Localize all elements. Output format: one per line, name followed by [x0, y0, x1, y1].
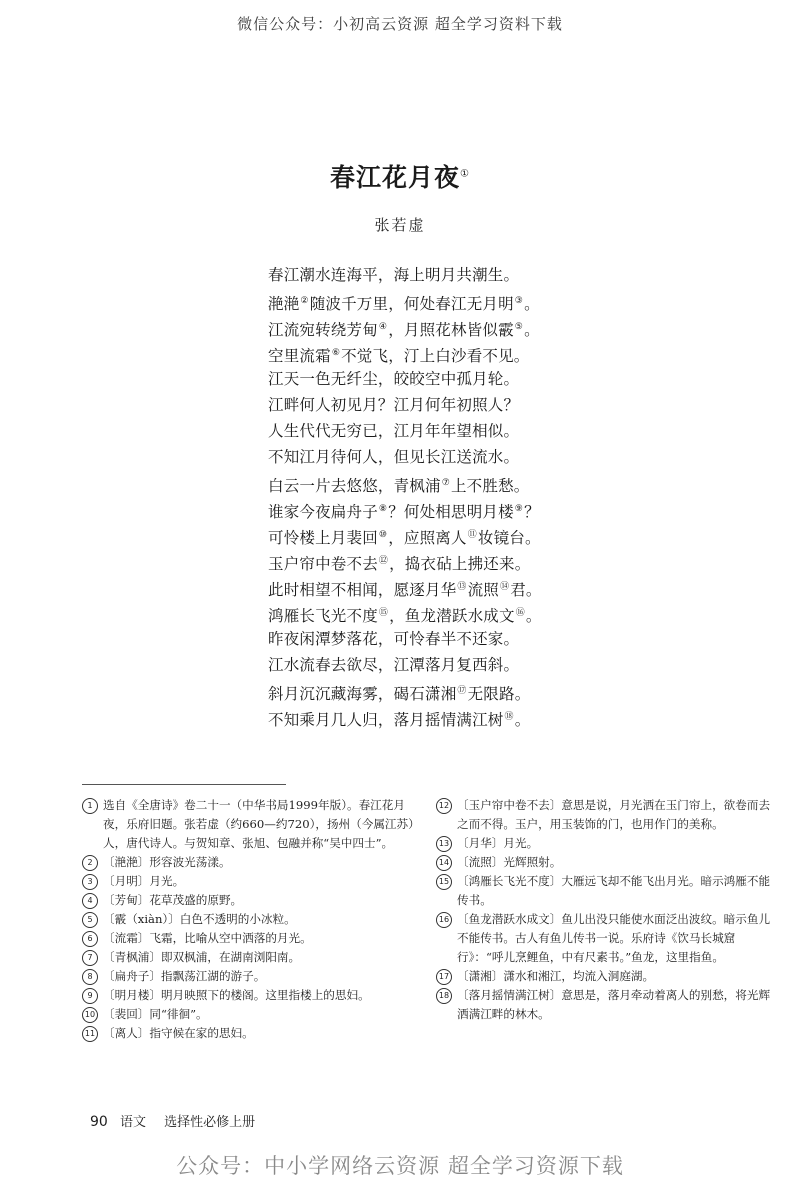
footnote-number: 13 [436, 836, 452, 852]
poem-line [268, 288, 598, 314]
footnote-marker: ⑦ [441, 478, 450, 488]
footnote-number: 18 [436, 988, 452, 1004]
footnote-marker: ⑪ [467, 530, 477, 540]
poem-text: 空里流霜 [268, 347, 331, 366]
poem-text: 此时相望不相闻，愿逐月华 [268, 581, 457, 600]
footnote-marker: ⑱ [504, 712, 514, 722]
footnote-text: 〔裴回〕同“徘徊”。 [103, 1007, 208, 1021]
poem-text: 。 [525, 607, 542, 626]
footnote-text: 〔青枫浦〕即双枫浦，在湖南浏阳南。 [103, 950, 301, 964]
page-number: 90 [90, 1114, 108, 1130]
header-watermark: 微信公众号：小初高云资源 超全学习资料下载 [237, 15, 563, 33]
poem-text: 可怜楼上月裴回 [268, 529, 378, 548]
poem-text: 白云一片去悠悠，青枫浦 [268, 477, 441, 496]
footnote-number: 2 [82, 855, 98, 871]
poem-line [268, 548, 598, 574]
poem-text: 斜月沉沉藏海雾，碣石潇湘 [268, 685, 457, 704]
footnote-marker: ⑭ [500, 582, 510, 592]
footnote-number: 11 [82, 1026, 98, 1042]
poem-text: 江水流春去欲尽，江潭落月复西斜。 [268, 656, 520, 674]
poem-line [268, 418, 598, 444]
footnote-text: 〔流照〕光辉照射。 [457, 855, 562, 869]
footnote-text: 〔月华〕月光。 [457, 836, 539, 850]
footnote [436, 986, 776, 1024]
footnote-number: 17 [436, 969, 452, 985]
footnote-text: 〔滟滟〕形容波光荡漾。 [103, 855, 231, 869]
footnote-marker: ⑬ [457, 582, 467, 592]
page-title [330, 163, 470, 192]
poem-line [268, 678, 598, 704]
footnote-text: 选自《全唐诗》卷二十一（中华书局1999年版）。春江花月夜，乐府旧题。张若虚（约660—约720），扬州（今属江苏）人，唐代诗人。与贺知章、张旭、包融并称“吴中四士”。 [103, 798, 414, 850]
poem-body [268, 262, 598, 730]
poem-text: ？ [524, 503, 540, 522]
footnote-text: 〔鱼龙潜跃水成文〕鱼儿出没只能使水面泛出波纹。暗示鱼儿不能传书。古人有鱼儿传书一说。乐府诗《饮马长城窟行》：“呼儿烹鲤鱼，中有尺素书。”鱼龙，这里指鱼。 [457, 912, 771, 964]
poem-line [268, 314, 598, 340]
footnote-text: 〔落月摇情满江树〕意思是，落月牵动着离人的别愁，将光辉洒满江畔的林木。 [457, 988, 771, 1021]
poem-text: 昨夜闲潭梦落花，可怜春半不还家。 [268, 630, 520, 648]
poem-text: 鸿雁长飞光不度 [268, 607, 378, 626]
footnote-number: 1 [82, 798, 98, 814]
footnote-marker: ⑨ [514, 504, 524, 514]
poem-text: 春江潮水连海平，海上明月共潮生。 [268, 266, 520, 284]
footnote [436, 796, 776, 834]
footnote [82, 1024, 417, 1043]
footnote-number: 16 [436, 912, 452, 928]
footnote [82, 796, 417, 853]
author: 张若虚 [374, 216, 426, 234]
poem-text: ，应照离人 [388, 529, 467, 548]
footnote-number: 8 [82, 969, 98, 985]
footnote-number: 5 [82, 912, 98, 928]
poem-text: 玉户帘中卷不去 [268, 555, 378, 574]
footnote-marker: ⑰ [457, 686, 467, 696]
footnote-text: 〔月明〕月光。 [103, 874, 185, 888]
footnote [436, 872, 776, 910]
footnote-text: 〔潇湘〕潇水和湘江，均流入洞庭湖。 [457, 969, 655, 983]
poem-text: ，鱼龙潜跃水成文 [389, 607, 515, 626]
footnote-text: 〔扁舟子〕指飘荡江湖的游子。 [103, 969, 266, 983]
footnote-marker: ② [300, 296, 309, 306]
footnote-text: 〔流霜〕飞霜，比喻从空中洒落的月光。 [103, 931, 312, 945]
footnote-divider [82, 784, 286, 785]
poem-line [268, 704, 598, 730]
footnote-number: 9 [82, 988, 98, 1004]
poem-text: 滟滟 [268, 295, 300, 314]
page-footer [90, 1111, 255, 1130]
footnote-marker: ⑫ [378, 556, 389, 566]
poem-line [268, 496, 598, 522]
poem-line [268, 392, 598, 418]
footnote [82, 1005, 417, 1024]
poem-line [268, 366, 598, 392]
footnote [82, 853, 417, 872]
poem-line [268, 444, 598, 470]
subject-label: 语文 [119, 1115, 146, 1130]
poem-text: 不知江月待何人，但见长江送流水。 [268, 448, 520, 466]
footnote [82, 891, 417, 910]
footnote-text: 〔明月楼〕明月映照下的楼阁。这里指楼上的思妇。 [103, 988, 370, 1002]
footnote-number: 3 [82, 874, 98, 890]
bottom-watermark: 公众号：中小学网络云资源 超全学习资源下载 [176, 1154, 624, 1178]
footnotes-right-column [436, 796, 776, 1024]
footnote-marker: ⑧ [378, 504, 388, 514]
book-label: 选择性必修上册 [164, 1115, 256, 1130]
footnote-marker: ③ [514, 296, 524, 306]
poem-text: 江畔何人初见月？江月何年初照人？ [268, 396, 520, 414]
footnote-marker: ⑥ [331, 348, 341, 358]
poem-text: ？何处相思明月楼 [388, 503, 514, 522]
poem-line [268, 574, 598, 600]
poem-line [268, 522, 598, 548]
footnote-number: 10 [82, 1007, 98, 1023]
footnote-marker: ⑩ [378, 530, 388, 540]
footnote [82, 948, 417, 967]
footnote [436, 967, 776, 986]
footnote-text: 〔玉户帘中卷不去〕意思是说，月光洒在玉门帘上，欲卷而去之而不得。玉户，用玉装饰的门，也用作门的美称。 [457, 798, 771, 831]
poem-text: ，月照花林皆似霰 [388, 321, 514, 340]
poem-text: 随波千万里，何处春江无月明 [309, 295, 514, 314]
footnote-text: 〔霰（xiàn）〕白色不透明的小冰粒。 [103, 912, 296, 926]
footnote [82, 967, 417, 986]
footnote-number: 4 [82, 893, 98, 909]
poem-line [268, 652, 598, 678]
footnotes-left-column [82, 796, 417, 1043]
poem-text: ，捣衣砧上拂还来。 [389, 555, 531, 574]
poem-text: 君。 [510, 581, 542, 600]
poem-line [268, 262, 598, 288]
poem-text: 上不胜愁。 [450, 477, 530, 496]
footnote-marker: ⑯ [515, 608, 525, 618]
poem-line [268, 626, 598, 652]
poem-text: 人生代代无穷已，江月年年望相似。 [268, 422, 520, 440]
poem-text: 。 [514, 711, 531, 730]
poem-text: 不知乘月几人归，落月摇情满江树 [268, 711, 504, 730]
poem-text: 江天一色无纤尘，皎皎空中孤月轮。 [268, 370, 520, 388]
footnote-number: 15 [436, 874, 452, 890]
poem-text: 不觉飞，汀上白沙看不见。 [341, 347, 530, 366]
poem-text: 。 [524, 295, 540, 314]
poem-text: 。 [524, 321, 540, 340]
footnote [436, 910, 776, 967]
footnote-marker: ⑤ [514, 322, 524, 332]
footnote-marker: ⑮ [378, 608, 389, 618]
footnote-number: 12 [436, 798, 452, 814]
poem-text: 妆镜台。 [477, 529, 541, 548]
footnote [82, 986, 417, 1005]
poem-text: 流照 [467, 581, 500, 600]
footnote-number: 7 [82, 950, 98, 966]
footnote-number: 6 [82, 931, 98, 947]
footnote [82, 929, 417, 948]
title-block [0, 158, 800, 194]
footnote-text: 〔芳甸〕花草茂盛的原野。 [103, 893, 243, 907]
footnote-number: 14 [436, 855, 452, 871]
title-note-marker: ① [460, 168, 470, 180]
footnote [436, 834, 776, 853]
poem-text: 江流宛转绕芳甸 [268, 321, 378, 340]
footnote-text: 〔离人〕指守候在家的思妇。 [103, 1026, 254, 1040]
poem-text: 谁家今夜扁舟子 [268, 503, 378, 522]
footnote [82, 910, 417, 929]
footnote [82, 872, 417, 891]
poem-line [268, 340, 598, 366]
footnote-text: 〔鸿雁长飞光不度〕大雁远飞却不能飞出月光。暗示鸿雁不能传书。 [457, 874, 771, 907]
poem-text: 无限路。 [467, 685, 531, 704]
footnote-marker: ④ [378, 322, 388, 332]
poem-line [268, 600, 598, 626]
title-text: 春江花月夜 [330, 163, 461, 192]
footnote [436, 853, 776, 872]
poem-line [268, 470, 598, 496]
